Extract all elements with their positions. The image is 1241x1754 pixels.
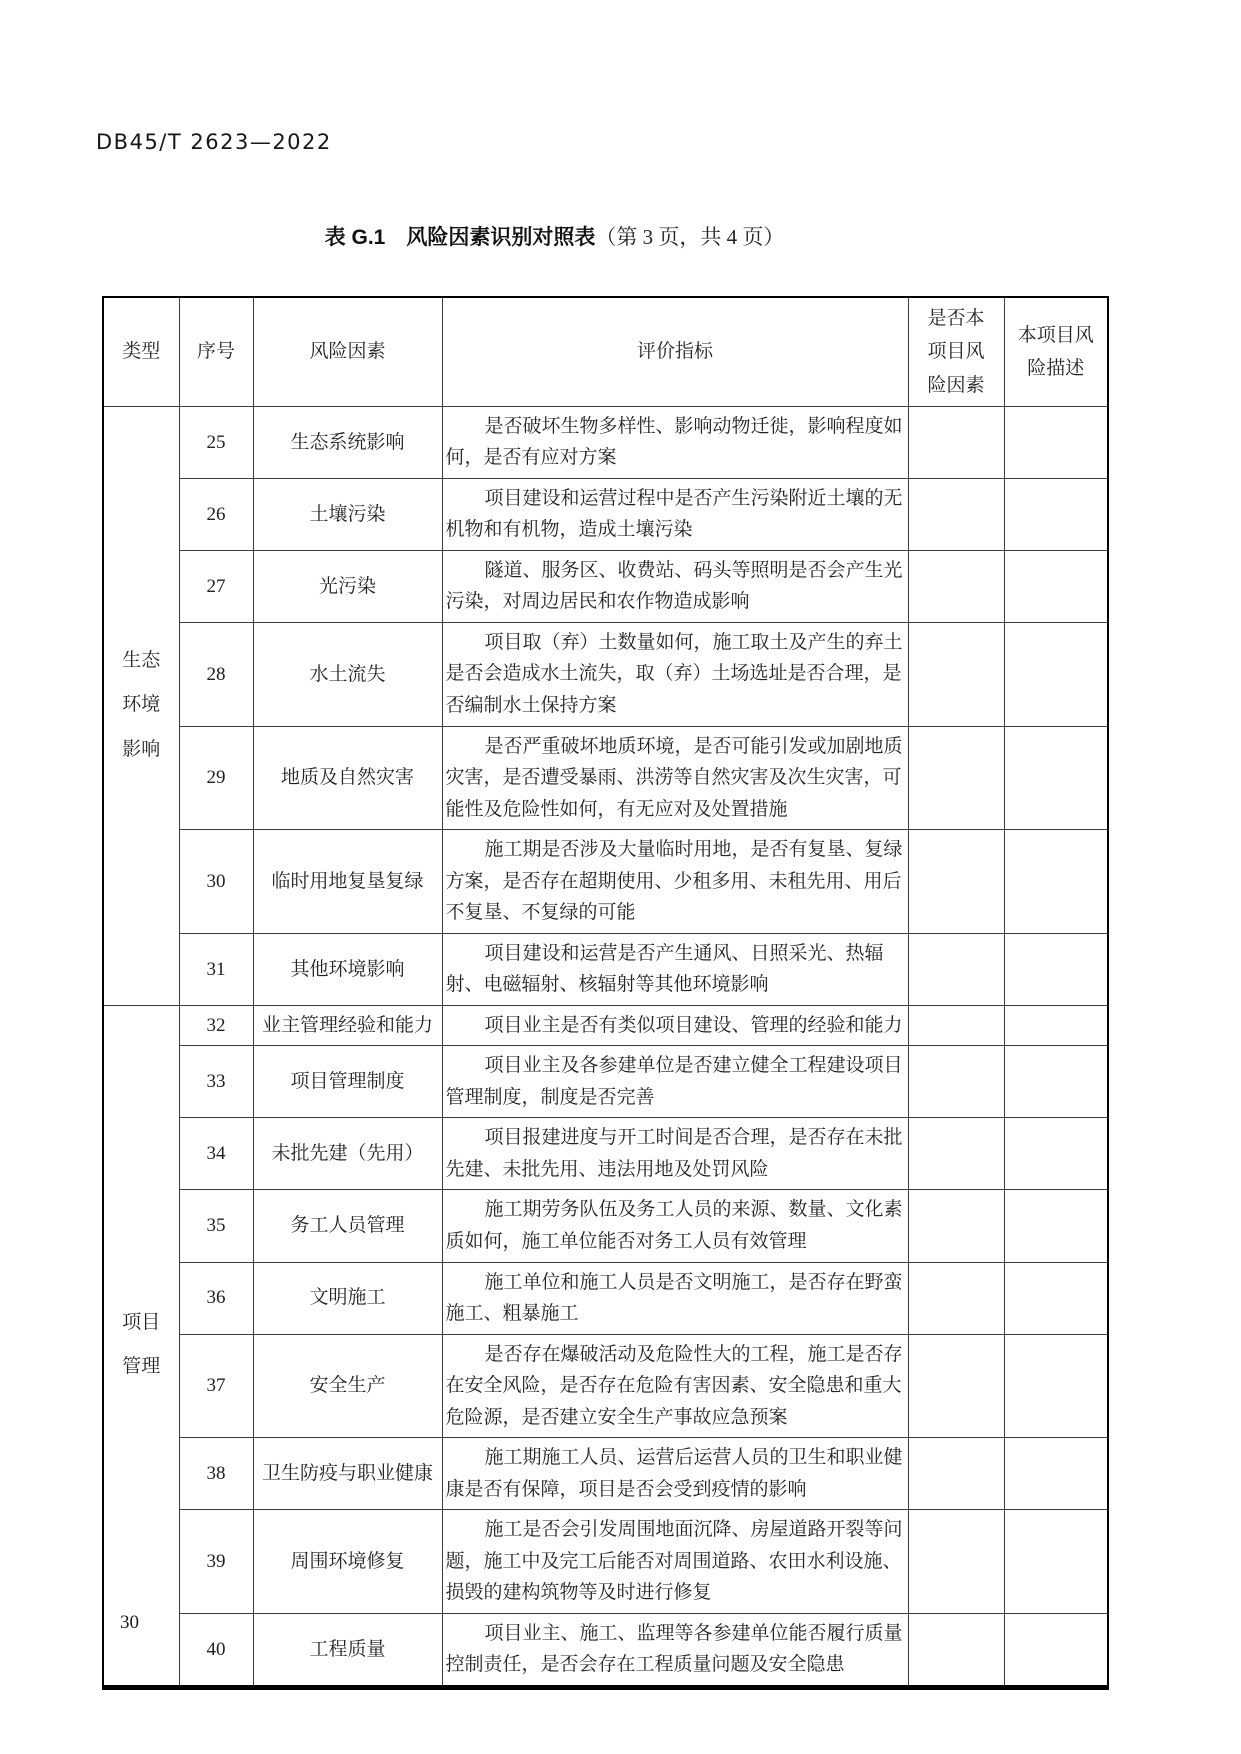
risk-desc-cell: [1004, 1510, 1108, 1614]
row-number-cell: 28: [179, 622, 253, 726]
indicator-cell: 施工期施工人员、运营后运营人员的卫生和职业健康是否有保障，项目是否会受到疫情的影响: [442, 1438, 908, 1510]
is-risk-cell: [908, 406, 1004, 478]
table-title: [102, 221, 1107, 251]
indicator-cell: 项目取（弃）土数量如何，施工取土及产生的弃土是否会造成水土流失，取（弃）土场选址是否合理，是否编制水土保持方案: [442, 622, 908, 726]
row-number-cell: 25: [179, 406, 253, 478]
row-number-cell: 37: [179, 1334, 253, 1438]
table-row: [103, 726, 1108, 830]
header-evaluation-index: 评价指标: [442, 297, 908, 406]
is-risk-cell: [908, 1613, 1004, 1687]
indicator-cell: 项目业主是否有类似项目建设、管理的经验和能力: [442, 1005, 908, 1046]
header-serial-number: 序号: [179, 297, 253, 406]
table-row: [103, 1190, 1108, 1262]
risk-desc-cell: [1004, 1005, 1108, 1046]
risk-desc-cell: [1004, 726, 1108, 830]
indicator-cell: 是否严重破坏地质环境，是否可能引发或加剧地质灾害，是否遭受暴雨、洪涝等自然灾害及次生灾害，可能性及危险性如何，有无应对及处置措施: [442, 726, 908, 830]
is-risk-cell: [908, 1438, 1004, 1510]
indicator-cell: 施工是否会引发周围地面沉降、房屋道路开裂等问题，施工中及完工后能否对周围道路、农田水利设施、损毁的建构筑物等及时进行修复: [442, 1510, 908, 1614]
risk-factor-cell: 生态系统影响: [253, 406, 442, 478]
indicator-cell: 项目业主、施工、监理等各参建单位能否履行质量控制责任，是否会存在工程质量问题及安全隐患: [442, 1613, 908, 1687]
row-number-cell: 36: [179, 1262, 253, 1334]
header-row: [103, 297, 1108, 406]
risk-factor-table: [102, 296, 1109, 1690]
table-title-main: 表 G.1 风险因素识别对照表: [324, 226, 596, 249]
is-risk-cell: [908, 478, 1004, 550]
row-number-cell: 31: [179, 933, 253, 1005]
row-number-cell: 35: [179, 1190, 253, 1262]
row-number-cell: 38: [179, 1438, 253, 1510]
header-is-project-risk: 是否本项目风险因素: [908, 297, 1004, 406]
category-cell: [103, 406, 179, 1005]
is-risk-cell: [908, 830, 1004, 934]
risk-desc-cell: [1004, 622, 1108, 726]
row-number-cell: 32: [179, 1005, 253, 1046]
indicator-cell: 施工期是否涉及大量临时用地，是否有复垦、复绿方案，是否存在超期使用、少租多用、未租先用、用后不复垦、不复绿的可能: [442, 830, 908, 934]
table-row: [103, 550, 1108, 622]
risk-desc-cell: [1004, 478, 1108, 550]
row-number-cell: 30: [179, 830, 253, 934]
table-row: [103, 1046, 1108, 1118]
page-number: 30: [120, 1612, 139, 1633]
is-risk-cell: [908, 1510, 1004, 1614]
header-project-risk-description: 本项目风险描述: [1004, 297, 1108, 406]
risk-factor-cell: 未批先建（先用）: [253, 1118, 442, 1190]
risk-desc-cell: [1004, 1190, 1108, 1262]
risk-factor-cell: 业主管理经验和能力: [253, 1005, 442, 1046]
indicator-cell: 施工单位和施工人员是否文明施工，是否存在野蛮施工、粗暴施工: [442, 1262, 908, 1334]
standard-code: DB45/T 2623—2022: [96, 130, 332, 154]
indicator-cell: 施工期劳务队伍及务工人员的来源、数量、文化素质如何，施工单位能否对务工人员有效管理: [442, 1190, 908, 1262]
table-row: [103, 1334, 1108, 1438]
row-number-cell: 39: [179, 1510, 253, 1614]
table-row: [103, 406, 1108, 478]
risk-desc-cell: [1004, 550, 1108, 622]
is-risk-cell: [908, 1190, 1004, 1262]
row-number-cell: 34: [179, 1118, 253, 1190]
table-row: [103, 1005, 1108, 1046]
row-number-cell: 27: [179, 550, 253, 622]
row-number-cell: 40: [179, 1613, 253, 1687]
is-risk-cell: [908, 1262, 1004, 1334]
risk-desc-cell: [1004, 933, 1108, 1005]
table-row: [103, 830, 1108, 934]
row-number-cell: 29: [179, 726, 253, 830]
is-risk-cell: [908, 1334, 1004, 1438]
table-row: [103, 933, 1108, 1005]
risk-factor-cell: 项目管理制度: [253, 1046, 442, 1118]
indicator-cell: 是否破坏生物多样性、影响动物迁徙，影响程度如何，是否有应对方案: [442, 406, 908, 478]
is-risk-cell: [908, 933, 1004, 1005]
row-number-cell: 26: [179, 478, 253, 550]
category-label: 项目管理: [122, 1311, 161, 1378]
risk-factor-cell: 工程质量: [253, 1613, 442, 1687]
risk-desc-cell: [1004, 1613, 1108, 1687]
table-row: [103, 1438, 1108, 1510]
is-risk-cell: [908, 1005, 1004, 1046]
risk-factor-cell: 水土流失: [253, 622, 442, 726]
risk-factor-cell: 务工人员管理: [253, 1190, 442, 1262]
indicator-cell: 是否存在爆破活动及危险性大的工程，施工是否存在安全风险，是否存在危险有害因素、安全隐患和重大危险源，是否建立安全生产事故应急预案: [442, 1334, 908, 1438]
is-risk-cell: [908, 1046, 1004, 1118]
category-label: 生态环境影响: [122, 649, 161, 761]
risk-factor-cell: 安全生产: [253, 1334, 442, 1438]
risk-factor-cell: 土壤污染: [253, 478, 442, 550]
risk-desc-cell: [1004, 1046, 1108, 1118]
indicator-cell: 隧道、服务区、收费站、码头等照明是否会产生光污染，对周边居民和农作物造成影响: [442, 550, 908, 622]
risk-factor-cell: 临时用地复垦复绿: [253, 830, 442, 934]
table-row: [103, 1613, 1108, 1687]
header-type: 类型: [103, 297, 179, 406]
risk-factor-cell: 光污染: [253, 550, 442, 622]
table-title-pagination: （第 3 页，共 4 页）: [595, 225, 785, 249]
risk-factor-cell: 地质及自然灾害: [253, 726, 442, 830]
risk-desc-cell: [1004, 406, 1108, 478]
indicator-cell: 项目报建进度与开工时间是否合理，是否存在未批先建、未批先用、违法用地及处罚风险: [442, 1118, 908, 1190]
risk-desc-cell: [1004, 1262, 1108, 1334]
risk-desc-cell: [1004, 1438, 1108, 1510]
risk-desc-cell: [1004, 1118, 1108, 1190]
risk-factor-cell: 文明施工: [253, 1262, 442, 1334]
is-risk-cell: [908, 726, 1004, 830]
table-row: [103, 1262, 1108, 1334]
indicator-cell: 项目业主及各参建单位是否建立健全工程建设项目管理制度，制度是否完善: [442, 1046, 908, 1118]
risk-factor-cell: 周围环境修复: [253, 1510, 442, 1614]
is-risk-cell: [908, 550, 1004, 622]
risk-factor-cell: 卫生防疫与职业健康: [253, 1438, 442, 1510]
is-risk-cell: [908, 1118, 1004, 1190]
is-risk-cell: [908, 622, 1004, 726]
risk-desc-cell: [1004, 1334, 1108, 1438]
header-risk-factor: 风险因素: [253, 297, 442, 406]
row-number-cell: 33: [179, 1046, 253, 1118]
risk-factor-cell: 其他环境影响: [253, 933, 442, 1005]
table-row: [103, 1510, 1108, 1614]
table-row: [103, 622, 1108, 726]
table-row: [103, 1118, 1108, 1190]
risk-desc-cell: [1004, 830, 1108, 934]
indicator-cell: 项目建设和运营过程中是否产生污染附近土壤的无机物和有机物，造成土壤污染: [442, 478, 908, 550]
indicator-cell: 项目建设和运营是否产生通风、日照采光、热辐射、电磁辐射、核辐射等其他环境影响: [442, 933, 908, 1005]
category-cell: [103, 1005, 179, 1687]
table-row: [103, 478, 1108, 550]
